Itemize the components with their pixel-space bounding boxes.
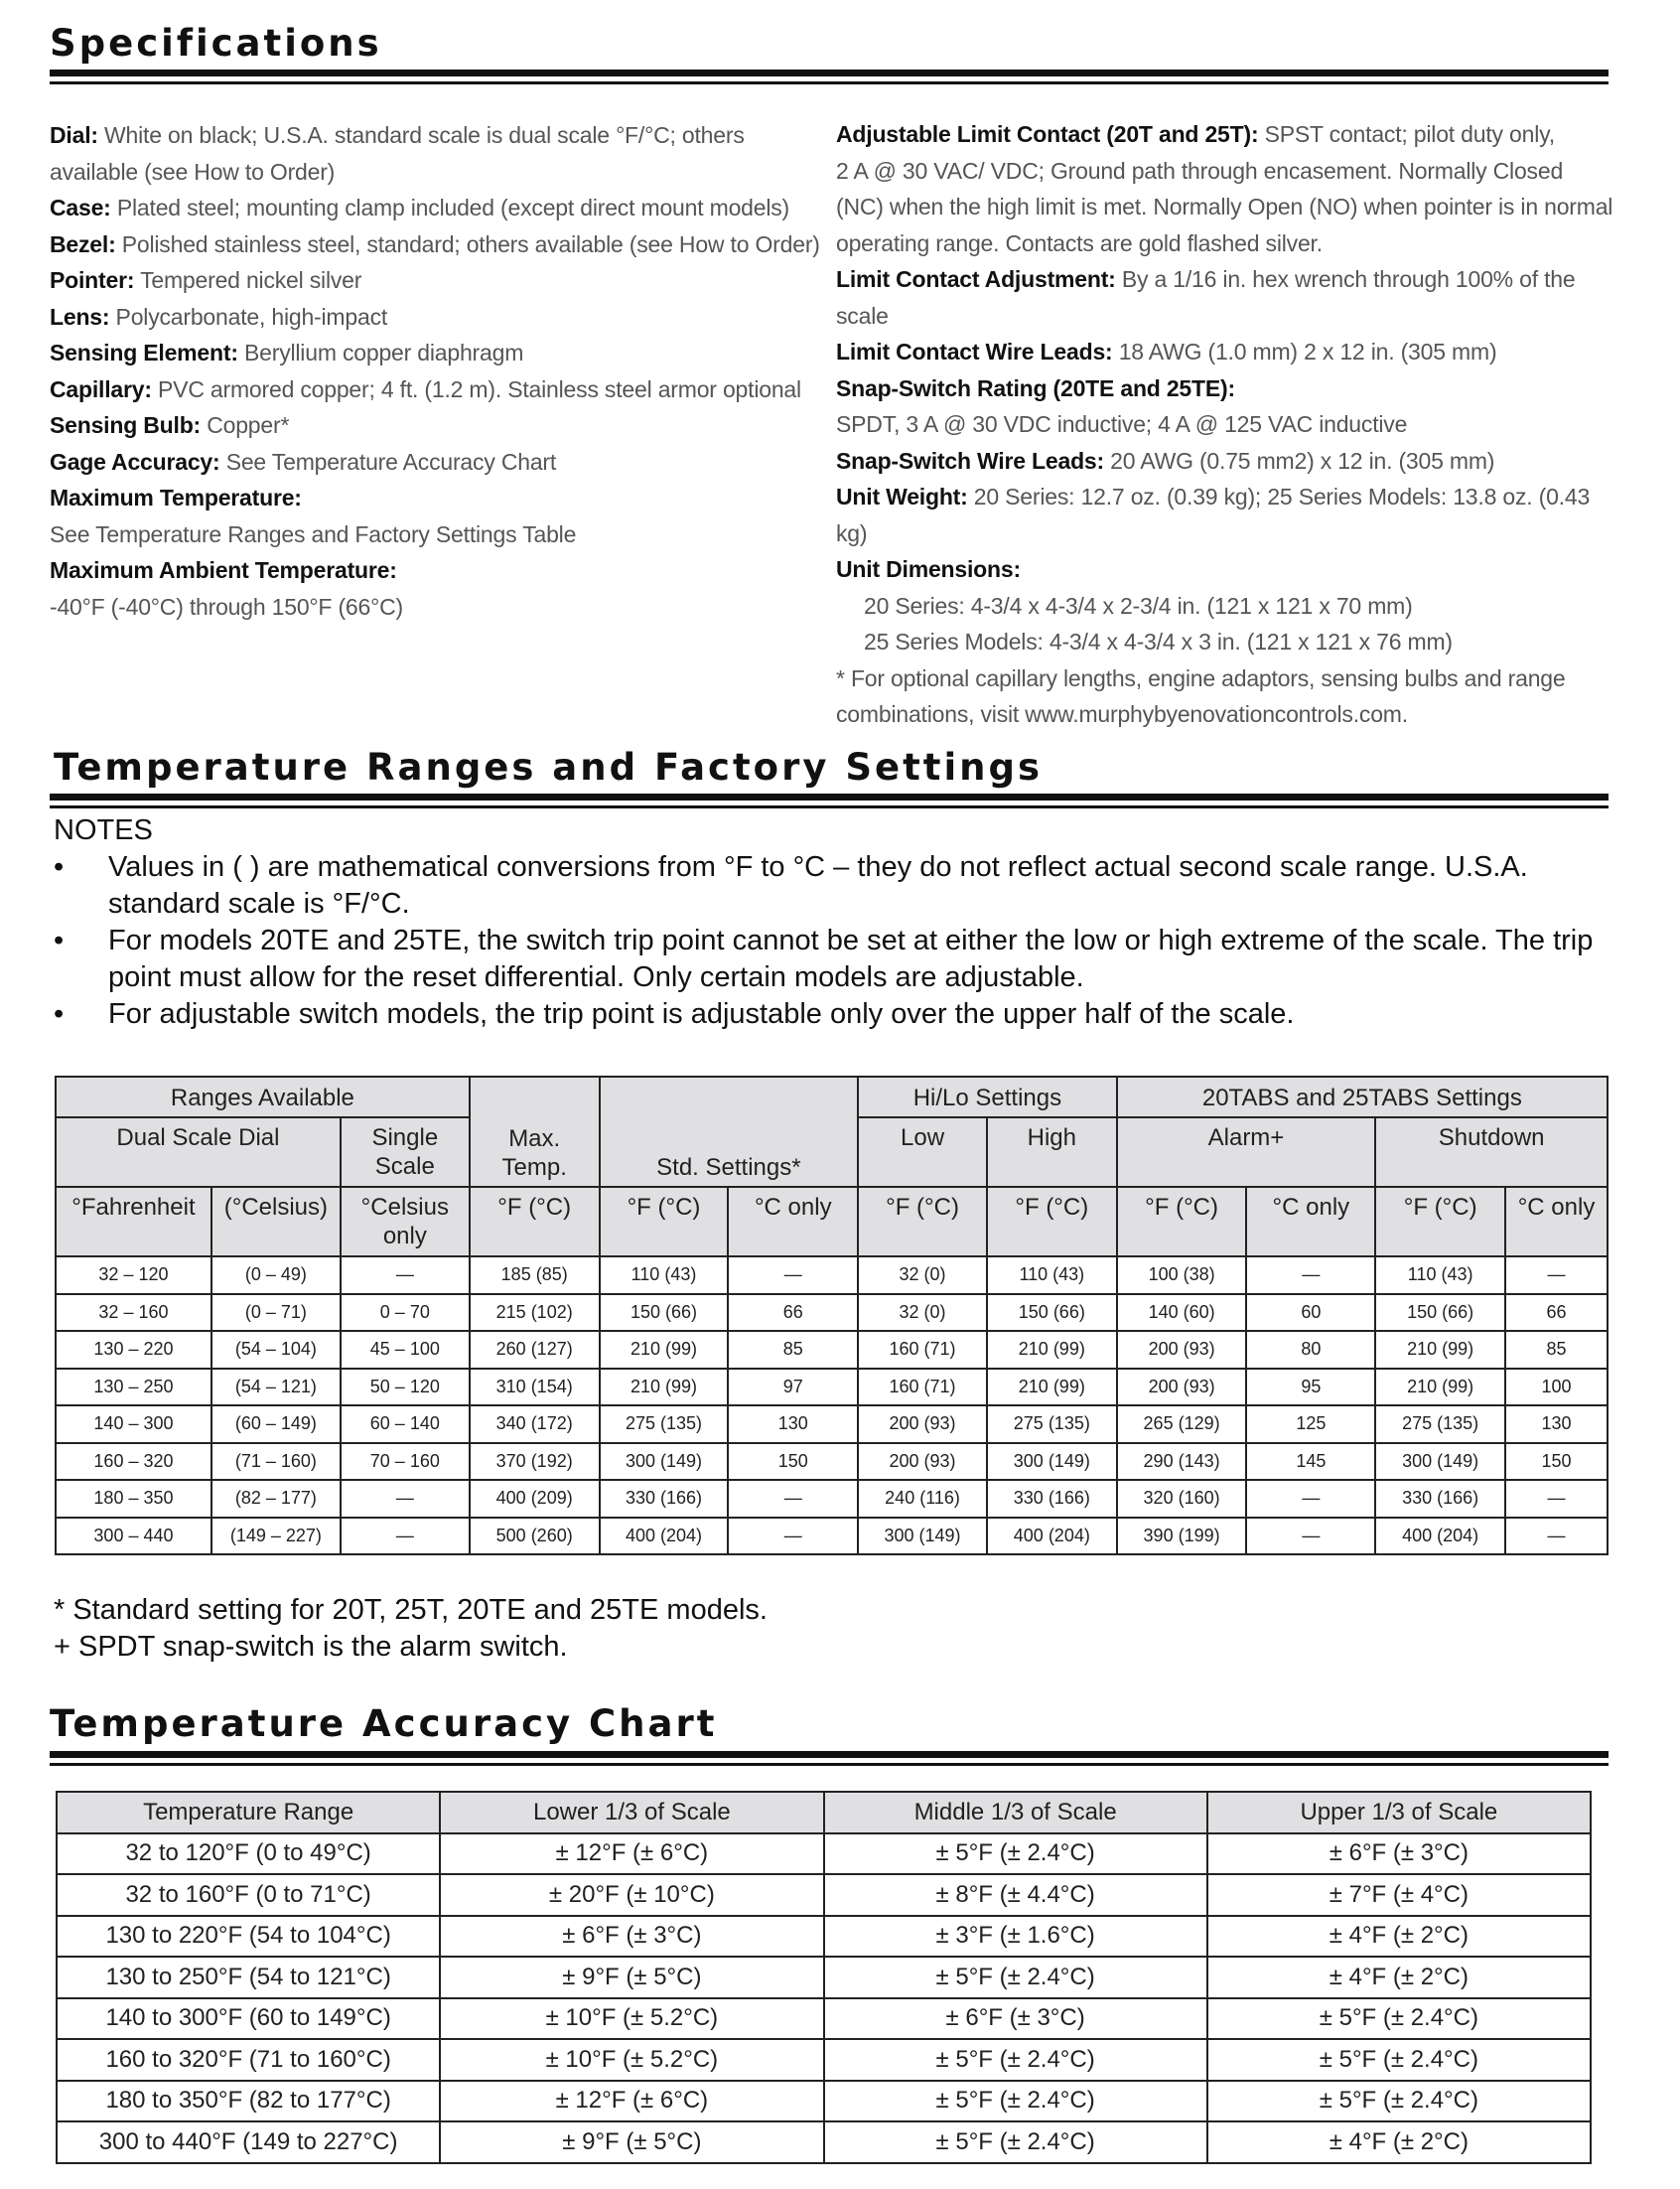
- table-cell: —: [728, 1256, 858, 1294]
- table-cell: 200 (93): [1117, 1369, 1247, 1406]
- table-cell: 110 (43): [987, 1256, 1117, 1294]
- table-cell: 200 (93): [858, 1405, 987, 1443]
- header-max-temp: Max. Temp.: [470, 1077, 600, 1187]
- table-cell: ± 5°F (± 2.4°C): [824, 2039, 1207, 2081]
- table-cell: —: [1246, 1256, 1375, 1294]
- table-cell: 160 to 320°F (71 to 160°C): [57, 2039, 440, 2081]
- table-cell: 260 (127): [470, 1331, 600, 1369]
- accuracy-table: [56, 1791, 1592, 2164]
- table-cell: —: [1246, 1518, 1375, 1555]
- spec-footnote: * For optional capillary lengths, engine adaptors, sensing bulbs and range: [836, 664, 1566, 691]
- header-alarm-f-c: °F (°C): [1117, 1187, 1247, 1256]
- header-single-scale: Single Scale: [341, 1117, 470, 1187]
- table-cell: 210 (99): [600, 1331, 729, 1369]
- max-temp-text: See Temperature Ranges and Factory Settings Table: [50, 520, 577, 547]
- accuracy-row: [57, 1957, 1591, 1998]
- sensing-element-text: Beryllium copper diaphragm: [244, 340, 524, 365]
- header-std-settings: Std. Settings*: [600, 1077, 859, 1187]
- table-cell: ± 7°F (± 4°C): [1207, 1874, 1591, 1916]
- capillary-text: PVC armored copper; 4 ft. (1.2 m). Stainless steel armor optional: [158, 375, 801, 402]
- limit-contact-text-4: operating range. Contacts are gold flashed silver.: [836, 229, 1323, 256]
- sensing-element-label: Sensing Element:: [50, 340, 238, 365]
- table-cell: ± 6°F (± 3°C): [1207, 1833, 1591, 1875]
- header-fahrenheit: °Fahrenheit: [56, 1187, 211, 1256]
- max-temp-label: Maximum Temperature:: [50, 485, 302, 511]
- table-cell: 160 (71): [858, 1369, 987, 1406]
- table-cell: ± 6°F (± 3°C): [440, 1916, 823, 1958]
- unit-weight-text: 20 Series: 12.7 oz. (0.39 kg); 25 Series Models: 13.8 oz. (0.43: [973, 484, 1591, 510]
- table-cell: —: [1246, 1480, 1375, 1518]
- specifications-heading: Specifications: [50, 22, 382, 65]
- table-cell: ± 4°F (± 2°C): [1207, 1957, 1591, 1998]
- accuracy-heading: Temperature Accuracy Chart: [50, 1702, 718, 1745]
- note-item: • For models 20TE and 25TE, the switch trip point cannot be set at either the low or high extreme of the scale. The trip point must allow for the reset differential. Only certain models are adjustable.: [54, 925, 1594, 993]
- table-cell: ± 6°F (± 3°C): [824, 1998, 1207, 2040]
- table-cell: 370 (192): [470, 1443, 600, 1481]
- table-cell: —: [728, 1480, 858, 1518]
- pointer-text: Tempered nickel silver: [140, 267, 362, 293]
- table-cell: (60 – 149): [211, 1405, 341, 1443]
- table-cell: 320 (160): [1117, 1480, 1247, 1518]
- table-cell: 330 (166): [600, 1480, 729, 1518]
- alarm-footnote: + SPDT snap-switch is the alarm switch.: [54, 1631, 568, 1663]
- table-cell: 85: [1505, 1331, 1608, 1369]
- table-cell: 300 – 440: [56, 1518, 211, 1555]
- table-cell: 210 (99): [987, 1331, 1117, 1369]
- table-cell: 45 – 100: [341, 1331, 470, 1369]
- table-cell: —: [1505, 1256, 1608, 1294]
- table-cell: 130 to 250°F (54 to 121°C): [57, 1957, 440, 1998]
- table-cell: 290 (143): [1117, 1443, 1247, 1481]
- table-cell: ± 10°F (± 5.2°C): [440, 1998, 823, 2040]
- case-text: Plated steel; mounting clamp included (except direct mount models): [116, 195, 790, 220]
- max-ambient-label: Maximum Ambient Temperature:: [50, 557, 397, 583]
- table-cell: 200 (93): [858, 1443, 987, 1481]
- table-cell: 300 (149): [1375, 1443, 1505, 1481]
- accuracy-header-range: Temperature Range: [57, 1792, 440, 1833]
- table-cell: ± 12°F (± 6°C): [440, 2081, 823, 2122]
- unit-dimensions-20: 20 Series: 4-3/4 x 4-3/4 x 2-3/4 in. (121 x 121 x 70 mm): [864, 592, 1413, 619]
- limit-contact-label: Adjustable Limit Contact (20T and 25T):: [836, 121, 1259, 147]
- table-cell: 130: [728, 1405, 858, 1443]
- table-cell: 400 (204): [600, 1518, 729, 1555]
- accuracy-header-lower: Lower 1/3 of Scale: [440, 1792, 823, 1833]
- table-cell: 85: [728, 1331, 858, 1369]
- table-cell: 97: [728, 1369, 858, 1406]
- snap-leads-label: Snap-Switch Wire Leads:: [836, 447, 1104, 474]
- std-settings-footnote: * Standard setting for 20T, 25T, 20TE and 25TE models.: [54, 1594, 768, 1626]
- table-cell: 265 (129): [1117, 1405, 1247, 1443]
- header-dual-scale: Dual Scale Dial: [56, 1117, 341, 1187]
- table-cell: —: [341, 1256, 470, 1294]
- table-cell: (82 – 177): [211, 1480, 341, 1518]
- table-cell: ± 5°F (± 2.4°C): [1207, 1998, 1591, 2040]
- table-cell: 330 (166): [1375, 1480, 1505, 1518]
- table-cell: ± 20°F (± 10°C): [440, 1874, 823, 1916]
- table-cell: 240 (116): [858, 1480, 987, 1518]
- table-cell: 310 (154): [470, 1369, 600, 1406]
- ranges-table-body: [56, 1256, 1608, 1554]
- table-cell: —: [341, 1480, 470, 1518]
- table-cell: 400 (204): [987, 1518, 1117, 1555]
- table-cell: —: [1505, 1518, 1608, 1555]
- limit-adjustment-label: Limit Contact Adjustment:: [836, 266, 1116, 292]
- header-alarm: Alarm+: [1117, 1117, 1376, 1187]
- header-celsius-only: °Celsius only: [341, 1187, 470, 1256]
- header-shutdown-c-only: °C only: [1505, 1187, 1608, 1256]
- limit-leads-label: Limit Contact Wire Leads:: [836, 339, 1113, 365]
- table-cell: ± 12°F (± 6°C): [440, 1833, 823, 1875]
- lens-label: Lens:: [50, 303, 110, 330]
- table-cell: 70 – 160: [341, 1443, 470, 1481]
- ranges-notes: [54, 812, 1622, 1033]
- table-cell: 130 – 250: [56, 1369, 211, 1406]
- specifications-left-column: [50, 117, 844, 625]
- table-cell: 66: [728, 1294, 858, 1332]
- table-cell: 275 (135): [987, 1405, 1117, 1443]
- table-cell: 32 to 120°F (0 to 49°C): [57, 1833, 440, 1875]
- header-high: High: [987, 1117, 1117, 1187]
- table-cell: 32 (0): [858, 1294, 987, 1332]
- accuracy-header-upper: Upper 1/3 of Scale: [1207, 1792, 1591, 1833]
- accuracy-row: [57, 1916, 1591, 1958]
- sensing-bulb-text: Copper*: [207, 412, 290, 438]
- table-cell: 210 (99): [600, 1369, 729, 1406]
- table-cell: 140 (60): [1117, 1294, 1247, 1332]
- note-item: • Values in ( ) are mathematical conversions from °F to °C – they do not reflect actual second scale range. U.S.A. standard scale is °F/°C.: [54, 851, 1528, 920]
- header-low: Low: [858, 1117, 987, 1187]
- table-cell: (54 – 121): [211, 1369, 341, 1406]
- table-cell: 100 (38): [1117, 1256, 1247, 1294]
- table-cell: 275 (135): [1375, 1405, 1505, 1443]
- table-cell: 32 (0): [858, 1256, 987, 1294]
- table-cell: 32 – 160: [56, 1294, 211, 1332]
- table-cell: 275 (135): [600, 1405, 729, 1443]
- table-cell: ± 5°F (± 2.4°C): [824, 2121, 1207, 2163]
- table-cell: 130 to 220°F (54 to 104°C): [57, 1916, 440, 1958]
- accuracy-header-middle: Middle 1/3 of Scale: [824, 1792, 1207, 1833]
- table-cell: 140 to 300°F (60 to 149°C): [57, 1998, 440, 2040]
- table-cell: 500 (260): [470, 1518, 600, 1555]
- table-cell: ± 8°F (± 4.4°C): [824, 1874, 1207, 1916]
- table-cell: 300 (149): [600, 1443, 729, 1481]
- table-cell: 300 to 440°F (149 to 227°C): [57, 2121, 440, 2163]
- table-cell: —: [341, 1518, 470, 1555]
- accuracy-row: [57, 2081, 1591, 2122]
- table-cell: 145: [1246, 1443, 1375, 1481]
- limit-adjustment-text: By a 1/16 in. hex wrench through 100% of the: [1121, 266, 1576, 292]
- table-cell: 130: [1505, 1405, 1608, 1443]
- limit-contact-text: SPST contact; pilot duty only,: [1264, 121, 1555, 147]
- notes-title: NOTES: [54, 814, 153, 846]
- pointer-label: Pointer:: [50, 267, 135, 293]
- header-shutdown-f-c: °F (°C): [1375, 1187, 1505, 1256]
- table-cell: 66: [1505, 1294, 1608, 1332]
- accuracy-row: [57, 2121, 1591, 2163]
- unit-dimensions-25: 25 Series Models: 4-3/4 x 4-3/4 x 3 in. (121 x 121 x 76 mm): [864, 629, 1453, 655]
- header-ranges-available: Ranges Available: [56, 1077, 470, 1117]
- table-cell: 60 – 140: [341, 1405, 470, 1443]
- table-cell: ± 5°F (± 2.4°C): [824, 1957, 1207, 1998]
- table-cell: 125: [1246, 1405, 1375, 1443]
- table-cell: ± 10°F (± 5.2°C): [440, 2039, 823, 2081]
- ranges-row: [56, 1518, 1608, 1555]
- table-cell: ± 9°F (± 5°C): [440, 1957, 823, 1998]
- header-tabs: 20TABS and 25TABS Settings: [1117, 1077, 1608, 1117]
- table-cell: 150: [1505, 1443, 1608, 1481]
- ranges-rule: [50, 794, 1609, 808]
- table-cell: 110 (43): [600, 1256, 729, 1294]
- sensing-bulb-label: Sensing Bulb:: [50, 412, 202, 438]
- table-cell: —: [1505, 1480, 1608, 1518]
- snap-rating-label: Snap-Switch Rating (20TE and 25TE):: [836, 374, 1235, 401]
- header-std-f-c: °F (°C): [600, 1187, 729, 1256]
- table-cell: 300 (149): [987, 1443, 1117, 1481]
- lens-text: Polycarbonate, high-impact: [115, 303, 388, 330]
- ranges-row: [56, 1294, 1608, 1332]
- table-cell: ± 5°F (± 2.4°C): [824, 2081, 1207, 2122]
- max-ambient-text: -40°F (-40°C) through 150°F (66°C): [50, 593, 403, 620]
- table-cell: 180 – 350: [56, 1480, 211, 1518]
- table-cell: 150 (66): [600, 1294, 729, 1332]
- table-cell: 330 (166): [987, 1480, 1117, 1518]
- table-cell: ± 4°F (± 2°C): [1207, 1916, 1591, 1958]
- case-label: Case:: [50, 195, 111, 220]
- table-cell: 215 (102): [470, 1294, 600, 1332]
- table-cell: 400 (204): [1375, 1518, 1505, 1555]
- table-cell: 150 (66): [987, 1294, 1117, 1332]
- table-cell: 110 (43): [1375, 1256, 1505, 1294]
- spec-footnote-2: combinations, visit www.murphybyenovationcontrols.com.: [836, 701, 1408, 727]
- table-cell: (54 – 104): [211, 1331, 341, 1369]
- table-cell: 210 (99): [987, 1369, 1117, 1406]
- ranges-row: [56, 1405, 1608, 1443]
- gage-accuracy-text: See Temperature Accuracy Chart: [225, 448, 557, 475]
- dial-text: White on black; U.S.A. standard scale is dual scale °F/°C; others: [104, 122, 745, 148]
- table-cell: 390 (199): [1117, 1518, 1247, 1555]
- table-cell: (0 – 49): [211, 1256, 341, 1294]
- table-cell: 160 – 320: [56, 1443, 211, 1481]
- ranges-row: [56, 1443, 1608, 1481]
- table-cell: 210 (99): [1375, 1331, 1505, 1369]
- specifications-right-column: [836, 116, 1620, 733]
- accuracy-row: [57, 1833, 1591, 1875]
- table-cell: 60: [1246, 1294, 1375, 1332]
- header-alarm-c-only: °C only: [1246, 1187, 1375, 1256]
- gage-accuracy-label: Gage Accuracy:: [50, 448, 220, 475]
- table-cell: ± 4°F (± 2°C): [1207, 2121, 1591, 2163]
- unit-weight-text-2: kg): [836, 519, 868, 546]
- accuracy-row: [57, 1998, 1591, 2040]
- header-high-f-c: °F (°C): [987, 1187, 1117, 1256]
- table-cell: 400 (209): [470, 1480, 600, 1518]
- table-cell: ± 9°F (± 5°C): [440, 2121, 823, 2163]
- accuracy-rule: [50, 1751, 1609, 1766]
- header-max-f-c: °F (°C): [470, 1187, 600, 1256]
- limit-adjustment-text-2: scale: [836, 302, 889, 329]
- table-cell: (71 – 160): [211, 1443, 341, 1481]
- bezel-label: Bezel:: [50, 230, 116, 257]
- table-cell: 130 – 220: [56, 1331, 211, 1369]
- table-cell: 140 – 300: [56, 1405, 211, 1443]
- table-cell: —: [728, 1518, 858, 1555]
- header-shutdown: Shutdown: [1375, 1117, 1608, 1187]
- table-cell: 340 (172): [470, 1405, 600, 1443]
- ranges-table: [55, 1076, 1609, 1555]
- bezel-text: Polished stainless steel, standard; others available (see How to Order): [121, 230, 820, 257]
- table-cell: 50 – 120: [341, 1369, 470, 1406]
- dial-text-cont: available (see How to Order): [50, 158, 336, 185]
- ranges-row: [56, 1369, 1608, 1406]
- table-cell: 180 to 350°F (82 to 177°C): [57, 2081, 440, 2122]
- table-cell: 32 to 160°F (0 to 71°C): [57, 1874, 440, 1916]
- accuracy-row: [57, 2039, 1591, 2081]
- table-cell: 210 (99): [1375, 1369, 1505, 1406]
- table-cell: 100: [1505, 1369, 1608, 1406]
- table-cell: ± 3°F (± 1.6°C): [824, 1916, 1207, 1958]
- header-celsius: (°Celsius): [211, 1187, 341, 1256]
- table-cell: (149 – 227): [211, 1518, 341, 1555]
- table-cell: 150: [728, 1443, 858, 1481]
- limit-contact-text-3: (NC) when the high limit is met. Normally Open (NO) when pointer is in normal: [836, 194, 1613, 219]
- unit-weight-label: Unit Weight:: [836, 484, 968, 510]
- header-low-f-c: °F (°C): [858, 1187, 987, 1256]
- table-cell: ± 5°F (± 2.4°C): [824, 1833, 1207, 1875]
- capillary-label: Capillary:: [50, 375, 152, 402]
- table-cell: 95: [1246, 1369, 1375, 1406]
- header-std-c-only: °C only: [728, 1187, 858, 1256]
- header-hilo: Hi/Lo Settings: [858, 1077, 1117, 1117]
- note-item: • For adjustable switch models, the trip point is adjustable only over the upper half of the scale.: [54, 998, 1295, 1030]
- accuracy-table-body: [57, 1833, 1591, 2163]
- snap-leads-text: 20 AWG (0.75 mm2) x 12 in. (305 mm): [1110, 447, 1495, 474]
- table-cell: 185 (85): [470, 1256, 600, 1294]
- table-cell: 160 (71): [858, 1331, 987, 1369]
- table-cell: ± 5°F (± 2.4°C): [1207, 2081, 1591, 2122]
- table-cell: 80: [1246, 1331, 1375, 1369]
- limit-leads-text: 18 AWG (1.0 mm) 2 x 12 in. (305 mm): [1118, 339, 1497, 365]
- table-cell: 300 (149): [858, 1518, 987, 1555]
- ranges-row: [56, 1480, 1608, 1518]
- table-cell: ± 5°F (± 2.4°C): [1207, 2039, 1591, 2081]
- specifications-rule: [50, 70, 1609, 84]
- table-cell: (0 – 71): [211, 1294, 341, 1332]
- unit-dimensions-label: Unit Dimensions:: [836, 556, 1021, 582]
- table-cell: 32 – 120: [56, 1256, 211, 1294]
- ranges-row: [56, 1256, 1608, 1294]
- limit-contact-text-2: 2 A @ 30 VAC/ VDC; Ground path through encasement. Normally Closed: [836, 157, 1564, 184]
- table-cell: 200 (93): [1117, 1331, 1247, 1369]
- dial-label: Dial:: [50, 122, 98, 148]
- table-cell: 0 – 70: [341, 1294, 470, 1332]
- ranges-row: [56, 1331, 1608, 1369]
- table-cell: 150 (66): [1375, 1294, 1505, 1332]
- accuracy-row: [57, 1874, 1591, 1916]
- ranges-heading: Temperature Ranges and Factory Settings: [54, 746, 1043, 789]
- snap-rating-text: SPDT, 3 A @ 30 VDC inductive; 4 A @ 125 VAC inductive: [836, 411, 1408, 437]
